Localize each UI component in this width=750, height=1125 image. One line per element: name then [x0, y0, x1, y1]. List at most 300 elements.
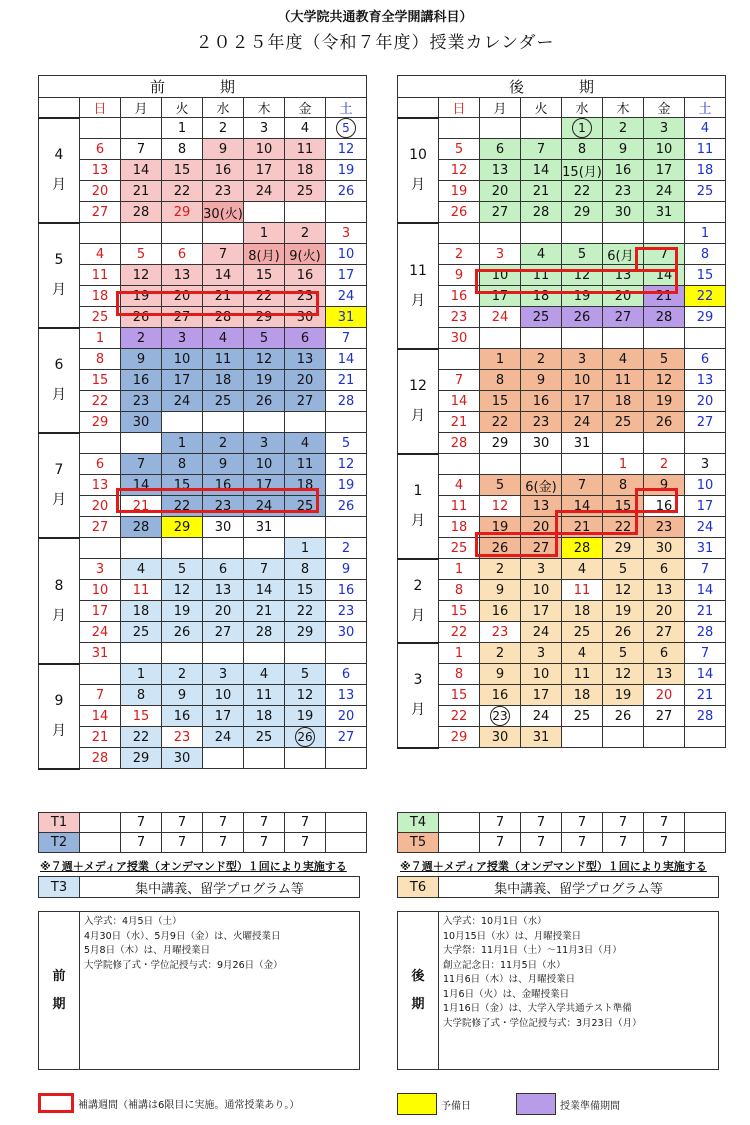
- day-cell: 10: [203, 685, 244, 706]
- legend-reserve: [397, 1093, 471, 1115]
- day-cell: 29: [162, 517, 203, 538]
- day-cell: 27: [521, 538, 562, 559]
- dow-1: 月: [121, 98, 162, 118]
- info-line: 4月30日（水）、5月9日（金）は、火曜授業日: [84, 930, 281, 942]
- day-cell: 15: [685, 265, 726, 286]
- dow-5: 金: [644, 98, 685, 118]
- day-cell: 7: [326, 328, 367, 349]
- day-cell: 17: [685, 496, 726, 517]
- day-cell: 27: [644, 622, 685, 643]
- day-cell: 20: [480, 181, 521, 202]
- day-cell: [203, 643, 244, 664]
- term-week-count: 7: [480, 833, 521, 853]
- day-cell: [326, 517, 367, 538]
- legend-prep-swatch: [516, 1093, 556, 1115]
- day-cell: 29: [439, 727, 480, 748]
- day-cell: 14: [244, 580, 285, 601]
- day-cell: 30: [162, 748, 203, 769]
- day-cell: 17: [480, 286, 521, 307]
- dow-3: 水: [203, 98, 244, 118]
- month-label-part: 月: [52, 282, 66, 298]
- day-cell: 27: [285, 391, 326, 412]
- day-cell: [244, 538, 285, 559]
- day-cell: 16: [203, 160, 244, 181]
- day-cell: [480, 454, 521, 475]
- t3-label: T3: [39, 877, 80, 897]
- day-cell: 5: [244, 328, 285, 349]
- month-label-part: 9: [54, 693, 64, 709]
- day-cell: 13: [644, 664, 685, 685]
- day-cell: 18: [521, 286, 562, 307]
- day-cell: 13: [480, 160, 521, 181]
- day-cell: 13: [326, 685, 367, 706]
- day-cell: 9: [480, 580, 521, 601]
- day-cell: 16: [603, 160, 644, 181]
- day-cell: 4: [244, 664, 285, 685]
- day-cell: 29: [162, 202, 203, 223]
- day-cell: 27: [685, 412, 726, 433]
- day-cell: 8: [162, 139, 203, 160]
- day-cell: 8: [685, 244, 726, 265]
- zenki-month-label: [39, 538, 80, 664]
- day-cell: 4: [203, 328, 244, 349]
- term-week-count: 7: [644, 833, 685, 853]
- day-cell: 10: [644, 139, 685, 160]
- day-cell: 19: [326, 475, 367, 496]
- day-cell: 1: [685, 223, 726, 244]
- day-cell: 23: [285, 286, 326, 307]
- day-cell: 3: [203, 664, 244, 685]
- day-cell: 25: [562, 706, 603, 727]
- day-cell: 1: [162, 118, 203, 139]
- day-cell: 13: [80, 475, 121, 496]
- day-cell: 22: [162, 181, 203, 202]
- day-cell: 11: [203, 349, 244, 370]
- day-cell: 21: [121, 181, 162, 202]
- day-cell: [285, 727, 326, 748]
- day-cell: 3: [521, 559, 562, 580]
- month-label-part: 3: [413, 672, 423, 688]
- day-cell: 8: [603, 475, 644, 496]
- term-table-right: [397, 812, 726, 853]
- zenki-title: 前 期: [39, 76, 367, 98]
- day-cell: 15: [162, 160, 203, 181]
- day-cell: 30: [326, 622, 367, 643]
- zenki-month-label: [39, 433, 80, 538]
- zenki-month-label: [39, 664, 80, 769]
- day-cell: 12: [562, 265, 603, 286]
- day-cell: 8: [480, 370, 521, 391]
- day-cell: 6: [203, 559, 244, 580]
- day-cell: 5: [326, 433, 367, 454]
- day-cell: 10: [521, 580, 562, 601]
- day-cell: 5: [439, 139, 480, 160]
- day-cell: 4: [521, 244, 562, 265]
- day-cell: [603, 223, 644, 244]
- day-cell: 24: [244, 181, 285, 202]
- info-line: 入学式：4月5日（土）: [84, 916, 182, 927]
- day-cell: 28: [439, 433, 480, 454]
- day-cell: 8: [439, 664, 480, 685]
- day-cell: 15: [80, 370, 121, 391]
- day-cell: [244, 748, 285, 769]
- day-cell: 16: [521, 391, 562, 412]
- zenki-month-label: [39, 223, 80, 328]
- day-cell: 3: [80, 559, 121, 580]
- day-cell: 14: [121, 475, 162, 496]
- day-cell: 23: [603, 181, 644, 202]
- day-cell: 9: [121, 349, 162, 370]
- day-cell: [244, 202, 285, 223]
- day-cell: [80, 538, 121, 559]
- day-cell: 19: [562, 286, 603, 307]
- day-cell: 5: [480, 475, 521, 496]
- day-cell: 20: [644, 601, 685, 622]
- t3-box: [38, 876, 360, 898]
- day-cell: 11: [80, 265, 121, 286]
- day-cell: 21: [439, 412, 480, 433]
- day-cell: 1: [603, 454, 644, 475]
- month-label-part: 7: [54, 462, 64, 478]
- day-cell: 9: [603, 139, 644, 160]
- month-label-part: 月: [52, 607, 66, 624]
- day-cell: 10: [162, 349, 203, 370]
- kouki-month-label: [398, 349, 439, 454]
- day-cell: 24: [80, 622, 121, 643]
- day-cell: 13: [80, 160, 121, 181]
- day-cell: [562, 223, 603, 244]
- day-cell: 27: [644, 706, 685, 727]
- day-cell: [121, 433, 162, 454]
- day-cell: 11: [562, 580, 603, 601]
- day-cell: [121, 538, 162, 559]
- day-cell: 11: [439, 496, 480, 517]
- day-cell: 17: [644, 160, 685, 181]
- day-cell: [521, 223, 562, 244]
- day-cell: 10: [562, 370, 603, 391]
- legend-makeup-label: 補講週間（補講は6限目に実施。通常授業あり。）: [78, 1099, 300, 1111]
- day-cell: 1: [480, 349, 521, 370]
- day-cell: 11: [562, 664, 603, 685]
- day-cell: [121, 223, 162, 244]
- term-week-count: 7: [244, 833, 285, 853]
- day-cell: 14: [685, 664, 726, 685]
- info-kouki-lines: [439, 912, 646, 1069]
- day-cell: 24: [162, 391, 203, 412]
- day-cell: 9: [480, 664, 521, 685]
- day-cell: 16: [162, 706, 203, 727]
- day-cell: 15: [603, 496, 644, 517]
- month-label-part: 12: [409, 378, 427, 394]
- day-cell: 3: [480, 244, 521, 265]
- day-cell: 30: [439, 328, 480, 349]
- day-cell: 17: [244, 160, 285, 181]
- term-label: T4: [398, 813, 439, 833]
- day-cell: 27: [603, 307, 644, 328]
- day-cell: 26: [326, 496, 367, 517]
- day-cell: 17: [80, 601, 121, 622]
- month-label-part: 5: [54, 252, 64, 268]
- day-cell: 20: [285, 370, 326, 391]
- day-cell: 1: [285, 538, 326, 559]
- day-cell: 21: [685, 685, 726, 706]
- day-cell: 4: [285, 118, 326, 139]
- dow-4: 木: [244, 98, 285, 118]
- day-cell: 3: [685, 454, 726, 475]
- day-cell: 18: [439, 517, 480, 538]
- info-kouki: [397, 911, 719, 1070]
- day-cell: 30: [603, 202, 644, 223]
- day-cell: 5: [603, 643, 644, 664]
- day-cell: 26: [326, 181, 367, 202]
- day-cell: 22: [603, 517, 644, 538]
- day-cell: 6(金): [521, 475, 562, 496]
- day-cell: [521, 118, 562, 139]
- day-cell: 15(月): [562, 160, 603, 181]
- info-line: 11月6日（木）は、月曜授業日: [443, 974, 576, 985]
- term-week-count: 7: [162, 813, 203, 833]
- day-cell: 26: [603, 706, 644, 727]
- day-cell: 12: [439, 160, 480, 181]
- info-line: 1月16日（金）は、大学入学共通テスト準備: [443, 1003, 632, 1014]
- term-table-left: [38, 812, 367, 853]
- day-cell: 18: [562, 685, 603, 706]
- day-cell: 15: [439, 685, 480, 706]
- subtitle: （大学院共通教育全学開講科目）: [277, 10, 473, 25]
- dow-blank: [39, 98, 80, 118]
- term-blank: [439, 813, 480, 833]
- day-cell: 3: [562, 349, 603, 370]
- day-cell: [285, 202, 326, 223]
- day-cell: 30: [644, 538, 685, 559]
- day-cell: 13: [521, 496, 562, 517]
- day-cell: [644, 223, 685, 244]
- day-cell: 23: [203, 496, 244, 517]
- info-line: 大学祭：11月1日（土）～11月3日（月）: [443, 945, 622, 956]
- info-zenki-side1: 前: [52, 968, 66, 984]
- day-cell: 6: [685, 349, 726, 370]
- month-label-part: 2: [413, 577, 423, 594]
- day-cell: [685, 202, 726, 223]
- term-blank: [326, 833, 367, 853]
- day-cell: 2: [326, 538, 367, 559]
- day-cell: 12: [644, 370, 685, 391]
- day-cell: 3: [326, 223, 367, 244]
- legend-prep-label: 授業準備期間: [560, 1100, 620, 1112]
- day-cell: [285, 643, 326, 664]
- day-cell: 14: [326, 349, 367, 370]
- day-cell: 13: [603, 265, 644, 286]
- day-cell: [80, 118, 121, 139]
- day-cell: 4: [121, 559, 162, 580]
- day-cell: 9: [203, 139, 244, 160]
- day-cell: 28: [121, 202, 162, 223]
- day-cell: 8: [80, 349, 121, 370]
- day-cell: 18: [562, 601, 603, 622]
- day-cell: 4: [685, 118, 726, 139]
- day-cell: [521, 328, 562, 349]
- day-cell: [439, 223, 480, 244]
- day-cell: 14: [521, 160, 562, 181]
- info-kouki-side1: 後: [411, 968, 425, 984]
- month-label-part: 月: [411, 177, 425, 193]
- day-cell: [80, 664, 121, 685]
- day-cell: 4: [562, 559, 603, 580]
- day-cell: 1: [121, 664, 162, 685]
- day-cell: 18: [285, 475, 326, 496]
- info-line: 大学院修了式・学位記授与式：3月23日（月）: [443, 1017, 642, 1029]
- day-cell: 24: [562, 412, 603, 433]
- day-cell: [439, 454, 480, 475]
- day-cell: 17: [521, 685, 562, 706]
- day-cell: 26: [162, 622, 203, 643]
- day-cell: 18: [685, 160, 726, 181]
- day-cell: 26: [244, 391, 285, 412]
- dow-3: 水: [562, 98, 603, 118]
- day-cell: 7: [80, 685, 121, 706]
- day-cell: 12: [121, 265, 162, 286]
- term-label: T2: [39, 833, 80, 853]
- dow-1: 月: [480, 98, 521, 118]
- day-cell: 28: [521, 202, 562, 223]
- day-cell: 5: [562, 244, 603, 265]
- day-cell: 20: [80, 181, 121, 202]
- info-line: 大学院修了式・学位記授与式：9月26日（金）: [84, 959, 283, 971]
- day-cell: 21: [244, 601, 285, 622]
- day-cell: 21: [80, 727, 121, 748]
- day-cell: 28: [685, 622, 726, 643]
- day-cell: 1: [439, 643, 480, 664]
- day-cell: 23: [480, 622, 521, 643]
- day-cell: 14: [562, 496, 603, 517]
- day-cell: 1: [162, 433, 203, 454]
- day-cell: 6: [326, 664, 367, 685]
- day-cell: [285, 517, 326, 538]
- day-cell: [80, 433, 121, 454]
- day-cell: 26: [644, 412, 685, 433]
- kouki-month-label: [398, 559, 439, 643]
- day-cell: 24: [685, 517, 726, 538]
- day-cell: [480, 223, 521, 244]
- day-cell: 23: [439, 307, 480, 328]
- day-cell: [480, 706, 521, 727]
- day-cell: 19: [480, 517, 521, 538]
- circled-day: 26: [295, 727, 315, 747]
- t6-text: 集中講義、留学プログラム等: [494, 881, 663, 897]
- day-cell: 25: [121, 622, 162, 643]
- term-label: T5: [398, 833, 439, 853]
- day-cell: 9: [439, 265, 480, 286]
- day-cell: 20: [521, 517, 562, 538]
- day-cell: 8(月): [244, 244, 285, 265]
- day-cell: 21: [203, 286, 244, 307]
- day-cell: 11: [685, 139, 726, 160]
- day-cell: 12: [162, 580, 203, 601]
- day-cell: 21: [521, 181, 562, 202]
- info-line: 1月6日（火）は、金曜授業日: [443, 988, 570, 1000]
- info-line: 5月8日（木）は、月曜授業日: [84, 945, 211, 956]
- day-cell: 26: [121, 307, 162, 328]
- day-cell: 8: [439, 580, 480, 601]
- day-cell: 28: [80, 748, 121, 769]
- day-cell: 31: [644, 202, 685, 223]
- day-cell: 8: [285, 559, 326, 580]
- day-cell: [603, 328, 644, 349]
- day-cell: 4: [80, 244, 121, 265]
- day-cell: 16: [285, 265, 326, 286]
- day-cell: 14: [80, 706, 121, 727]
- day-cell: [203, 538, 244, 559]
- day-cell: 3: [244, 433, 285, 454]
- day-cell: 4: [285, 433, 326, 454]
- month-label-part: 月: [52, 387, 66, 403]
- day-cell: 9: [326, 559, 367, 580]
- day-cell: 18: [244, 706, 285, 727]
- month-label-part: 月: [52, 177, 66, 193]
- term-week-count: 7: [203, 813, 244, 833]
- day-cell: 25: [203, 391, 244, 412]
- info-kouki-side2: 期: [411, 996, 425, 1012]
- day-cell: 10: [480, 265, 521, 286]
- day-cell: [562, 454, 603, 475]
- term-week-count: 7: [603, 833, 644, 853]
- day-cell: [326, 412, 367, 433]
- day-cell: 2: [162, 664, 203, 685]
- day-cell: 18: [203, 370, 244, 391]
- day-cell: 21: [562, 517, 603, 538]
- day-cell: 31: [244, 517, 285, 538]
- term-week-count: 7: [521, 813, 562, 833]
- day-cell: 14: [121, 160, 162, 181]
- day-cell: 20: [80, 496, 121, 517]
- day-cell: 4: [562, 643, 603, 664]
- day-cell: [685, 328, 726, 349]
- day-cell: 2: [285, 223, 326, 244]
- day-cell: 4: [603, 349, 644, 370]
- day-cell: 17: [521, 601, 562, 622]
- day-cell: 25: [562, 622, 603, 643]
- term-week-count: 7: [521, 833, 562, 853]
- day-cell: 6: [285, 328, 326, 349]
- day-cell: [603, 727, 644, 748]
- legend-prep: [516, 1093, 620, 1115]
- day-cell: [326, 748, 367, 769]
- day-cell: 18: [603, 391, 644, 412]
- month-label-part: 月: [411, 702, 425, 718]
- day-cell: 19: [439, 181, 480, 202]
- day-cell: 12: [326, 139, 367, 160]
- day-cell: 25: [80, 307, 121, 328]
- day-cell: 10: [80, 580, 121, 601]
- day-cell: 15: [285, 580, 326, 601]
- day-cell: [562, 328, 603, 349]
- month-label-part: 月: [52, 492, 66, 508]
- day-cell: 14: [203, 265, 244, 286]
- day-cell: 2: [644, 454, 685, 475]
- day-cell: 18: [285, 160, 326, 181]
- day-cell: 9: [521, 370, 562, 391]
- day-cell: 20: [685, 391, 726, 412]
- day-cell: 27: [80, 517, 121, 538]
- day-cell: 30: [203, 517, 244, 538]
- day-cell: 19: [285, 706, 326, 727]
- day-cell: 31: [562, 433, 603, 454]
- day-cell: 7: [121, 454, 162, 475]
- note-left: ※７週＋メディア授業（オンデマンド型）１回により実施する: [40, 860, 347, 873]
- dow-blank: [398, 98, 439, 118]
- term-week-count: 7: [162, 833, 203, 853]
- day-cell: 30: [521, 433, 562, 454]
